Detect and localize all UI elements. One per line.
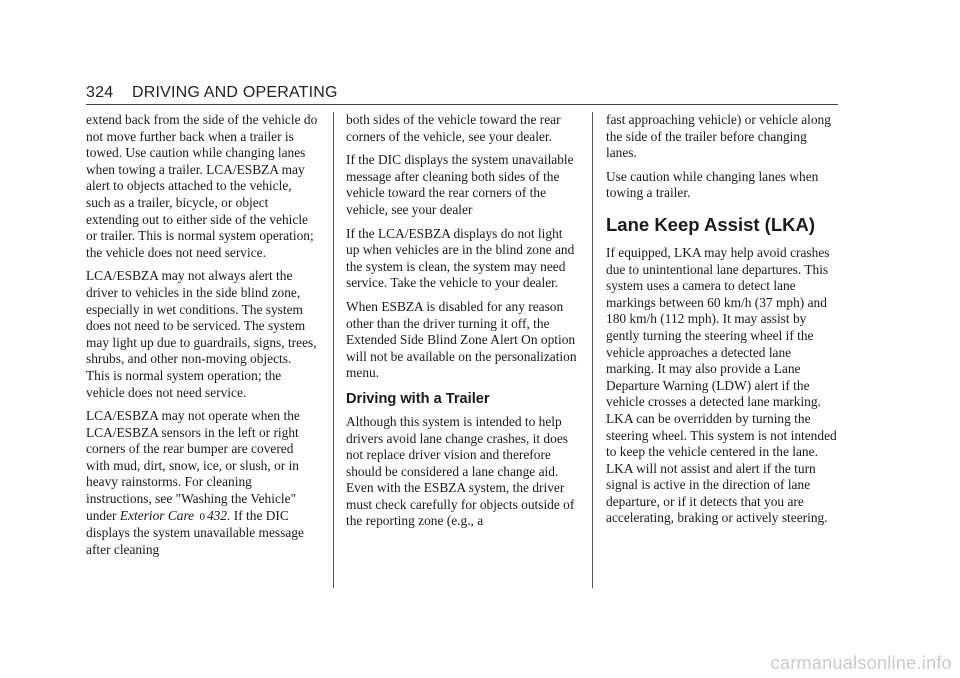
column-1 — [86, 112, 318, 565]
paragraph: extend back from the side of the vehicle do not move further back when a trailer is towed. Use caution while changing lanes when towing a trailer. LCA/ESBZA may alert to objects attached to the vehicle, such as a trailer, bicycle, or object extending out to either side of the vehicle or trailer. This is normal system operation; the vehicle does not need service. — [86, 112, 318, 260]
cross-reference-link[interactable] — [120, 508, 231, 523]
paragraph-text: LCA/ESBZA may not operate when the LCA/ESBZA sensors in the left or right corners of the rear bumper are covered with mud, dirt, snow, ice, or slush, or in heavy rainstorms. For cleaning instructions, see "Washing the Vehicle" under — [86, 408, 300, 523]
paragraph-text: If the DIC displays the system unavailable message after cleaning — [86, 507, 304, 557]
xref-page: 432. — [206, 507, 231, 523]
paragraph: LCA/ESBZA may not always alert the driver to vehicles in the side blind zone, especially in wet conditions. The system does not need to be serviced. The system may light up due to guardrails, signs, trees, shrubs, and other non-moving objects. This is normal system operation; the vehicle does not need service. — [86, 268, 317, 400]
paragraph: Use caution while changing lanes when towing a trailer. — [606, 168, 819, 201]
paragraph — [86, 408, 318, 558]
paragraph: If the LCA/ESBZA displays do not light up when vehicles are in the blind zone and the system is clean, the system may need service. Take the vehicle to your dealer. — [346, 225, 575, 291]
paragraph: fast approaching vehicle) or vehicle along the side of the trailer before changing lanes. — [606, 112, 831, 161]
column-3 — [606, 112, 838, 534]
column-divider-1 — [333, 112, 334, 588]
section-heading: Driving with a Trailer — [346, 390, 490, 407]
page-number: 324 — [86, 84, 114, 101]
paragraph: both sides of the vehicle toward the rear corners of the vehicle, see your dealer. — [346, 112, 561, 144]
watermark: carmanualsonline.info — [770, 653, 952, 673]
section-heading: Lane Keep Assist (LKA) — [606, 213, 816, 235]
page-reference-icon: 0 — [199, 510, 205, 523]
paragraph: If the DIC displays the system unavailable message after cleaning both sides of the vehicle toward the rear corners of the vehicle, see your dealer — [346, 152, 574, 217]
paragraph: If equipped, LKA may help avoid crashes due to unintentional lane departures. This system uses a camera to detect lane markings between 60 km/h (37 mph) and 180 km/h (112 mph). It may assist by gently turning the steering wheel if the vehicle approaches a detected lane marking. It may also provide a Lane Departure Warning (LDW) alert if the vehicle crosses a detected lane marking. LKA can be overridden by turning the steering wheel. This system is not intended to keep the vehicle centered in the lane. LKA will not assist and alert if the turn signal is active in the direction of lane departure, or if it detects that you are accelerating, braking or actively steering. — [606, 244, 837, 526]
column-divider-2 — [592, 112, 593, 588]
paragraph: Although this system is intended to help drivers avoid lane change crashes, it does not replace driver vision and therefore should be considered a lane change aid. Even with the ESBZA system, the driver must check carefully for objects outside of the reporting zone (e.g., a — [346, 413, 575, 529]
page-header — [86, 84, 838, 102]
paragraph: When ESBZA is disabled for any reason other than the driver turning it off, the Extended Side Blind Zone Alert On option will not be available on the personalization menu. — [346, 298, 577, 381]
xref-title: Exterior Care — [119, 507, 195, 523]
column-2 — [346, 112, 578, 537]
header-rule — [86, 104, 838, 105]
section-title: DRIVING AND OPERATING — [131, 84, 338, 101]
